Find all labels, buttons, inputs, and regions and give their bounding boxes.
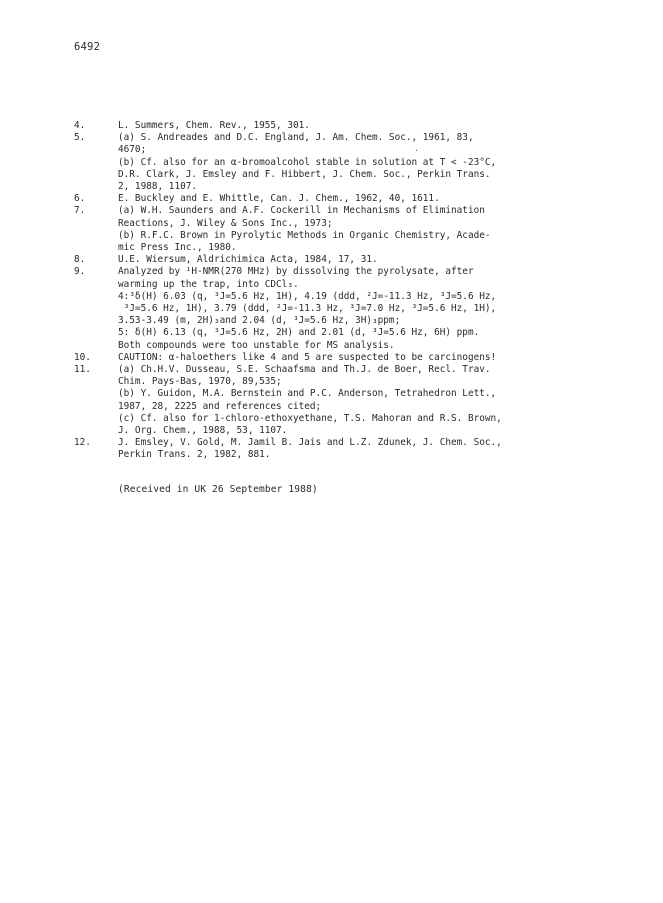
reference-item [74,120,594,132]
reference-line: U.E. Wiersum, Aldrichimica Acta, 1984, 17, 31. [118,254,378,266]
reference-number: 11. [74,364,91,376]
reference-text [118,205,594,254]
reference-line: 2, 1988, 1107. [118,181,198,193]
stray-mark: · [414,146,419,155]
reference-line: (a) Ch.H.V. Dusseau, S.E. Schaafsma and Th.J. de Boer, Recl. Trav. [118,364,491,376]
reference-item [74,254,594,266]
reference-item [74,352,594,364]
reference-line: (b) Y. Guidon, M.A. Bernstein and P.C. Anderson, Tetrahedron Lett., [118,388,497,400]
reference-number: 5. [74,132,86,144]
reference-line: (a) W.H. Saunders and A.F. Cockerill in Mechanisms of Elimination [118,205,485,217]
reference-line: CAUTION: α-haloethers like 4 and 5 are suspected to be carcinogens! [118,351,497,363]
reference-text [118,132,594,193]
reference-line: D.R. Clark, J. Emsley and F. Hibbert, J. Chem. Soc., Perkin Trans. [118,168,491,180]
reference-line: 3.53-3.49 (m, 2H)₃and 2.04 (d, ³J=5.6 Hz, 3H)₃ppm; [118,315,401,327]
reference-text [118,193,594,205]
reference-text [118,352,594,364]
reference-line: ³J=5.6 Hz, 1H), 3.79 (ddd, ²J=-11.3 Hz, ³J=7.0 Hz, ³J=5.6 Hz, 1H), [118,303,497,315]
reference-line: (b) Cf. also for an α-bromoalcohol stable in solution at T < -23°C, [118,156,497,168]
reference-line: 4:³δ(H) 6.03 (q, ³J=5.6 Hz, 1H), 4.19 (ddd, ²J=-11.3 Hz, ³J=5.6 Hz, [118,290,497,302]
reference-text [118,437,594,461]
reference-line: Both compounds were too unstable for MS analysis. [118,339,395,351]
page-number: 6492 [74,41,101,53]
reference-line: 5: δ(H) 6.13 (q, ³J=5.6 Hz, 2H) and 2.01 (d, ³J=5.6 Hz, 6H) ppm. [118,327,480,339]
reference-line: Perkin Trans. 2, 1982, 881. [118,449,271,461]
reference-item [74,364,594,437]
reference-number: 4. [74,120,86,131]
reference-text [118,120,594,132]
reference-line: L. Summers, Chem. Rev., 1955, 301. [118,120,310,131]
reference-item [74,193,594,205]
reference-item [74,132,594,193]
received-date: (Received in UK 26 September 1988) [118,484,318,495]
reference-text [118,254,594,266]
reference-line: (c) Cf. also for 1-chloro-ethoxyethane, T.S. Mahoran and R.S. Brown, [118,412,502,424]
reference-number: 6. [74,193,86,205]
reference-line: mic Press Inc., 1980. [118,242,237,254]
reference-line: warming up the trap, into CDCl₃. [118,278,299,290]
reference-line: J. Emsley, V. Gold, M. Jamil B. Jais and L.Z. Zdunek, J. Chem. Soc., [118,437,502,449]
reference-line: Analyzed by ¹H-NMR(270 MHz) by dissolving the pyrolysate, after [118,266,474,278]
reference-number: 7. [74,205,86,217]
reference-text [118,364,594,437]
reference-line: (a) S. Andreades and D.C. England, J. Am. Chem. Soc., 1961, 83, [118,132,474,144]
reference-line: E. Buckley and E. Whittle, Can. J. Chem., 1962, 40, 1611. [118,193,440,205]
reference-item [74,205,594,254]
reference-line: 1987, 28, 2225 and references cited; [118,400,322,412]
reference-number: 8. [74,254,86,266]
reference-number: 10. [74,351,91,363]
reference-number: 9. [74,266,86,278]
reference-line: 4670; [118,144,147,156]
reference-line: Chim. Pays-Bas, 1970, 89,535; [118,376,282,388]
reference-item [74,266,594,351]
reference-number: 12. [74,437,91,449]
reference-line: J. Org. Chem., 1988, 53, 1107. [118,425,288,437]
reference-item [74,437,594,461]
reference-text [118,266,594,351]
reference-line: Reactions, J. Wiley & Sons Inc., 1973; [118,217,333,229]
reference-line: (b) R.F.C. Brown in Pyrolytic Methods in Organic Chemistry, Acade- [118,229,491,241]
reference-list [74,120,594,462]
